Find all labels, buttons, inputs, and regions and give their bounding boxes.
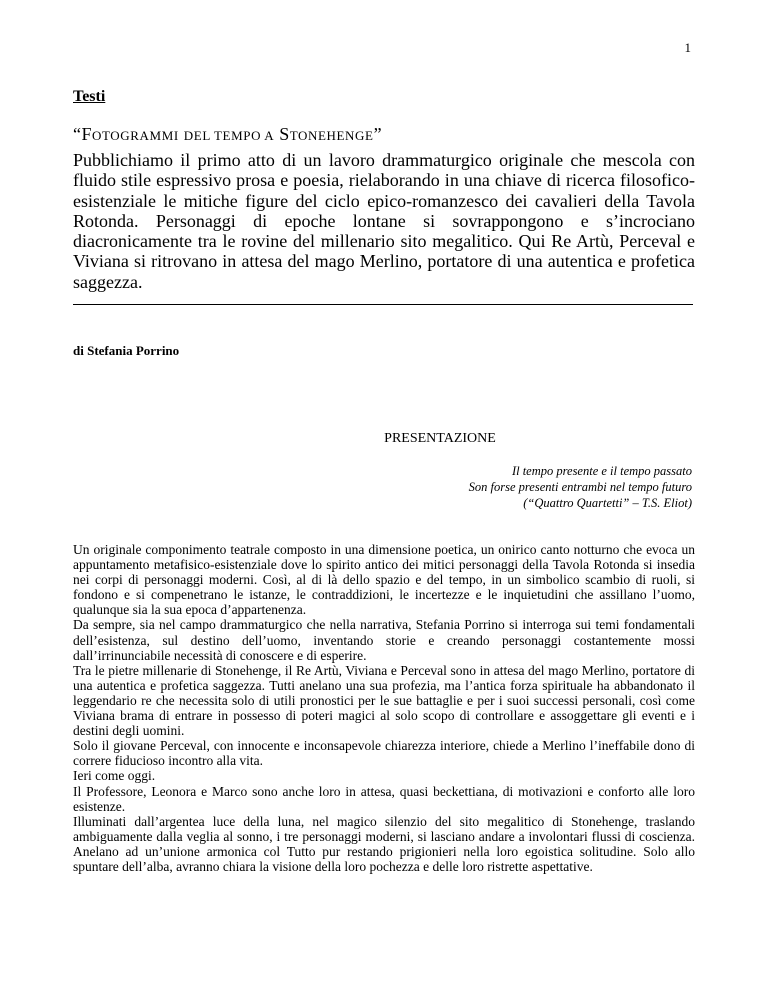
epigraph-citation: (“Quattro Quartetti” – T.S. Eliot)	[523, 496, 692, 511]
article-title	[73, 124, 382, 145]
body-paragraph: Illuminati dall’argentea luce della luna, nel magico silenzio del sito megalitico di Stonehenge, traslando ambiguamente dalla veglia al sonno, i tre personaggi moderni, si lasciano andare a involontari flussi di coscienza. Anelano ad un’unione armonica col Tutto pur restando prigionieri nella loro egoistica solitudine. Solo allo spuntare dell’alba, avranno chiara la visione della loro pochezza e delle loro ristrette aspettative.	[73, 813, 695, 874]
section-label: Testi	[73, 88, 106, 105]
title-initial-1: F	[81, 124, 93, 144]
epigraph	[469, 463, 692, 512]
body-paragraph: Ieri come oggi.	[73, 768, 156, 784]
body-paragraph: Da sempre, sia nel campo drammaturgico che nella narrativa, Stefania Porrino si interroga sui temi fondamentali dell’esistenza, sul destino dell’uomo, inventando storie e creando personaggi costantemente mossi dall’irrinunciabile necessità di conoscere e di esperire.	[73, 617, 695, 663]
body-paragraph: Solo il giovane Perceval, con innocente e inconsapevole chiarezza interiore, chiede a Merlino l’ineffabile dono di correre fiducioso incontro alla vita.	[73, 738, 695, 769]
body-paragraph: Tra le pietre millenarie di Stonehenge, il Re Artù, Viviana e Perceval sono in attesa del mago Merlino, portatore di una autentica e profetica saggezza. Tutti anelano una sua profezia, ma l’antica forza spirituale ha abbandonato il leggendario re che necessita solo di utili pronostici per le sue battaglie e per i suoi successi personali, così come Viviana brama di entrare in possesso di poteri magici al solo scopo di controllare e assoggettare gli eventi e i destini degli uomini.	[73, 662, 695, 739]
section-heading: PRESENTAZIONE	[384, 431, 496, 446]
body-paragraph: Un originale componimento teatrale composto in una dimensione poetica, un onirico canto notturno che evoca un appuntamento metafisico-esistenziale dove lo spirito antico dei mitici personaggi della Tavola Rotonda si insedia nei corpi di personaggi moderni. Così, al di là dello spazio e del tempo, in un simbolico scambio di ruoli, si fondono e si compenetrano le istanze, le contraddizioni, le incertezze e le inquietudini che assillano l’uomo, qualunque sia la sua epoca d’appartenenza.	[73, 542, 695, 618]
title-rest-2: TONEHENGE	[289, 128, 374, 143]
title-close-quote: ”	[373, 124, 383, 144]
author-line: di Stefania Porrino	[73, 343, 180, 358]
epigraph-line: Il tempo presente e il tempo passato	[511, 464, 692, 478]
body-paragraph: Il Professore, Leonora e Marco sono anche loro in attesa, quasi beckettiana, di motivazioni e conforto alle loro esistenze.	[73, 783, 695, 814]
title-mid: DEL TEMPO A	[183, 128, 275, 143]
body-text	[73, 542, 695, 874]
title-open-quote: “	[73, 124, 82, 144]
horizontal-rule	[73, 304, 693, 305]
intro-paragraph: Pubblichiamo il primo atto di un lavoro drammaturgico originale che mescola con fluido stile espressivo prosa e poesia, rielaborando in una chiave di ricerca filosofico-esistenziale le mitiche figure del ciclo epico-romanzesco dei cavalieri della Tavola Rotonda. Personaggi di epoche lontane si sovrappongono e s’incrociano diacronicamente tra le rovine del millenario sito megalitico. Qui Re Artù, Perceval e Viviana si ritrovano in attesa del mago Merlino, portatore di una autentica e profetica saggezza.	[73, 150, 695, 292]
title-rest-1: OTOGRAMMI	[92, 128, 179, 143]
title-initial-2: S	[279, 124, 290, 144]
epigraph-line: Son forse presenti entrambi nel tempo futuro	[468, 480, 692, 495]
page-number: 1	[684, 40, 691, 55]
